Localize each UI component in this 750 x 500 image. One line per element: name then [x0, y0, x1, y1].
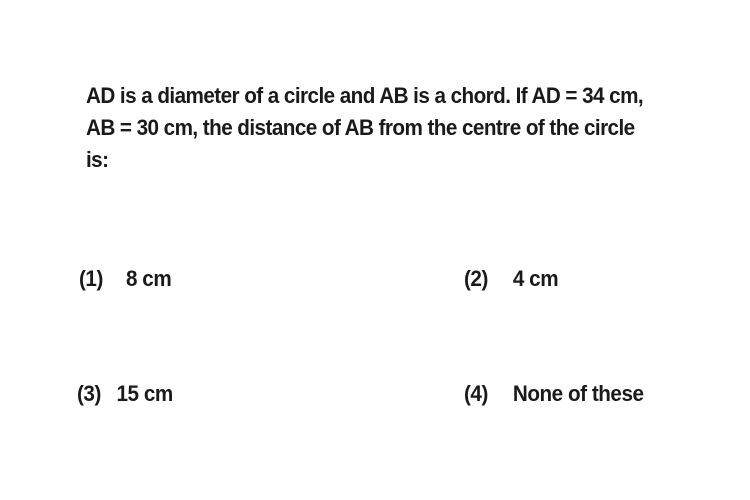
option-3[interactable] — [77, 381, 173, 407]
option-text: 8 cm — [126, 266, 172, 291]
option-text: None of these — [512, 381, 644, 406]
question-text — [86, 80, 650, 176]
option-2[interactable] — [464, 266, 558, 292]
question-line: is: — [86, 147, 109, 172]
option-text: 15 cm — [116, 381, 173, 406]
question-line: AB = 30 cm, the distance of AB from the centre of the circle — [86, 115, 635, 140]
option-text: 4 cm — [512, 266, 559, 291]
option-number: (3) — [77, 381, 101, 406]
option-number: (4) — [464, 381, 488, 406]
option-number: (1) — [79, 266, 103, 291]
option-1[interactable] — [79, 266, 171, 292]
question-line: AD is a diameter of a circle and AB is a chord. If AD = 34 cm, — [86, 83, 644, 108]
option-4[interactable] — [464, 381, 644, 407]
option-number: (2) — [464, 266, 488, 291]
